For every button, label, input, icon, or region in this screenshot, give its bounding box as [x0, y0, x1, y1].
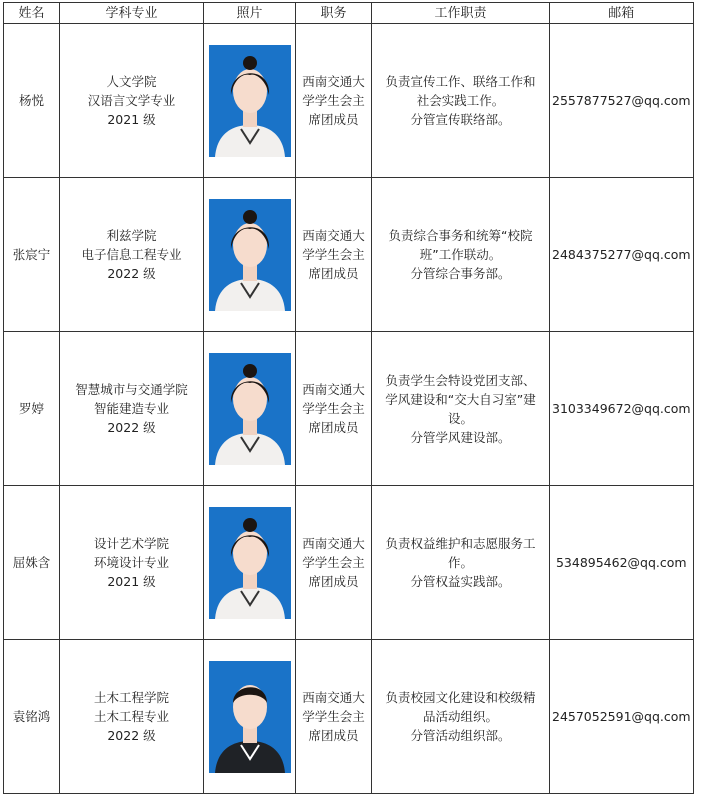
member-major-line: 土木工程学院 [93, 690, 169, 705]
member-role-line: 西南交通大 [302, 382, 365, 397]
member-name: 屈姝含 [4, 486, 60, 640]
member-major-line: 智慧城市与交通学院 [75, 382, 188, 397]
header-name: 姓名 [4, 3, 60, 24]
member-role-line: 西南交通大 [302, 690, 365, 705]
member-duty-line: 设。 [447, 410, 473, 426]
member-major-line: 2021 级 [107, 112, 156, 127]
member-photo [204, 332, 296, 486]
member-duty [372, 640, 550, 794]
member-duty-line: 班”工作联动。 [419, 247, 502, 262]
member-major-line: 2022 级 [107, 728, 156, 743]
member-duty-line: 负责权益维护和志愿服务工 [385, 536, 536, 551]
member-major-line: 利兹学院 [106, 228, 157, 243]
member-duty [372, 178, 550, 332]
member-role-line: 席团成员 [308, 266, 359, 281]
member-role [296, 24, 372, 178]
member-role-line: 学学生会主 [302, 93, 365, 108]
member-name: 张宸宁 [4, 178, 60, 332]
member-role-line: 西南交通大 [302, 536, 365, 551]
member-duty-line: 品活动组织。 [422, 709, 498, 724]
table-row [4, 640, 694, 794]
member-major-line: 2022 级 [107, 266, 156, 281]
member-duty [372, 24, 550, 178]
portrait-male-icon [209, 661, 291, 773]
member-photo [204, 640, 296, 794]
member-major-line: 汉语言文学专业 [87, 93, 176, 108]
member-photo [204, 24, 296, 178]
header-row [4, 3, 694, 24]
member-major [60, 178, 204, 332]
member-duty-line: 分管综合事务部。 [410, 266, 511, 281]
member-photo [204, 486, 296, 640]
member-duty-line: 社会实践工作。 [416, 93, 505, 108]
member-major-line: 2022 级 [107, 420, 156, 435]
table-row [4, 332, 694, 486]
portrait-female-icon [209, 199, 291, 311]
member-email: 2557877527@qq.com [550, 24, 694, 178]
member-duty-line: 分管活动组织部。 [410, 728, 511, 743]
member-name: 杨悦 [4, 24, 60, 178]
member-major-line: 智能建造专业 [93, 401, 169, 416]
roster-body [4, 24, 694, 794]
header-role: 职务 [296, 3, 372, 24]
member-major-line: 设计艺术学院 [93, 536, 169, 551]
member-role-line: 学学生会主 [302, 709, 365, 724]
member-major-line: 土木工程专业 [93, 709, 169, 724]
member-major-line: 电子信息工程专业 [81, 247, 182, 262]
member-major [60, 640, 204, 794]
member-major-line: 环境设计专业 [93, 555, 169, 570]
member-duty-line: 学风建设和“交大自习室”建 [385, 391, 536, 407]
member-role-line: 学学生会主 [302, 555, 365, 570]
member-role [296, 178, 372, 332]
member-major [60, 24, 204, 178]
header-email: 邮箱 [550, 3, 694, 24]
member-email: 2484375277@qq.com [550, 178, 694, 332]
member-duty-line: 作。 [447, 555, 473, 570]
member-role-line: 西南交通大 [302, 228, 365, 243]
member-duty-line: 负责校园文化建设和校级精 [385, 690, 536, 705]
member-duty [372, 332, 550, 486]
member-duty-line: 负责学生会特设党团支部、 [385, 372, 536, 388]
table-row [4, 178, 694, 332]
member-major-line: 2021 级 [107, 574, 156, 589]
portrait-female-icon [209, 507, 291, 619]
table-row [4, 486, 694, 640]
member-role-line: 西南交通大 [302, 74, 365, 89]
member-duty-line: 分管学风建设部。 [410, 429, 511, 445]
member-duty-line: 分管宣传联络部。 [410, 112, 511, 127]
member-role-line: 席团成员 [308, 728, 359, 743]
portrait-female-icon [209, 353, 291, 465]
member-role-line: 席团成员 [308, 574, 359, 589]
member-role-line: 学学生会主 [302, 401, 365, 416]
member-major-line: 人文学院 [106, 74, 157, 89]
member-role-line: 学学生会主 [302, 247, 365, 262]
portrait-female-icon [209, 45, 291, 157]
member-photo [204, 178, 296, 332]
header-major: 学科专业 [60, 3, 204, 24]
member-major [60, 486, 204, 640]
roster-table [3, 2, 694, 794]
member-role [296, 640, 372, 794]
member-role [296, 486, 372, 640]
member-duty-line: 分管权益实践部。 [410, 574, 511, 589]
table-row [4, 24, 694, 178]
member-role-line: 席团成员 [308, 420, 359, 435]
member-name: 袁铭鸿 [4, 640, 60, 794]
member-major [60, 332, 204, 486]
member-duty-line: 负责综合事务和统筹“校院 [388, 228, 533, 243]
member-email: 3103349672@qq.com [550, 332, 694, 486]
member-duty [372, 486, 550, 640]
member-role [296, 332, 372, 486]
header-photo: 照片 [204, 3, 296, 24]
member-name: 罗婷 [4, 332, 60, 486]
member-duty-line: 负责宣传工作、联络工作和 [385, 74, 536, 89]
member-email: 2457052591@qq.com [550, 640, 694, 794]
member-role-line: 席团成员 [308, 112, 359, 127]
header-duty: 工作职责 [372, 3, 550, 24]
member-email: 534895462@qq.com [550, 486, 694, 640]
